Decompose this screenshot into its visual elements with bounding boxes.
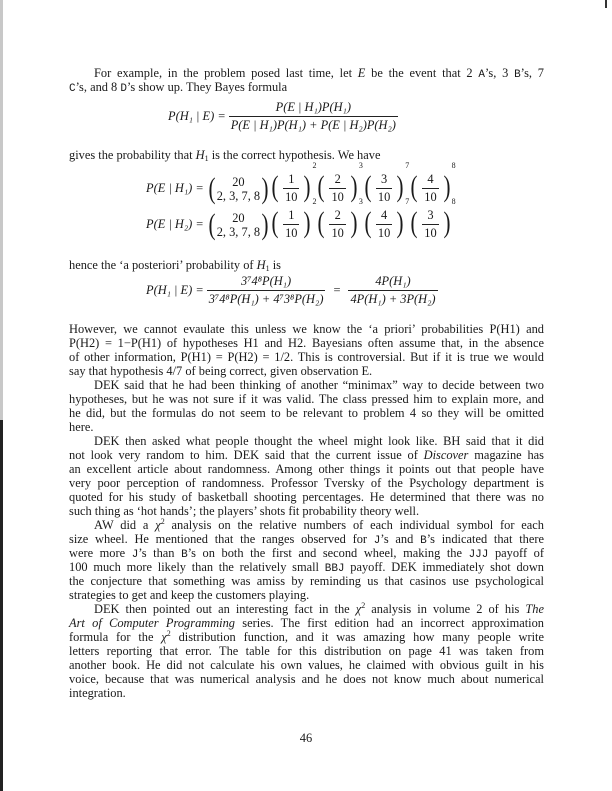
text: ’s than [138, 546, 182, 560]
paragraph-6-line-2 [69, 448, 544, 462]
text: DEK then pointed out an interesting fact in the [94, 602, 356, 616]
text: not look very random to him. DEK said that the current issue of [69, 448, 424, 462]
paragraph-2 [69, 148, 544, 162]
paragraph-8-line-1 [69, 602, 544, 616]
binom-bottom: 2, 3, 7, 8 [216, 224, 261, 239]
paragraph-8-line-3 [69, 630, 544, 644]
symbol-B: B [181, 549, 188, 561]
denominator: 10 [331, 190, 344, 204]
paragraph-1-line-2 [69, 80, 544, 96]
multinomial-coefficient [217, 211, 260, 239]
text: 100 much more likely than the relatively small [69, 560, 325, 574]
paragraph-4-line-4: say that hypothesis 4/7 of being correct, given observation E. [69, 364, 373, 378]
paragraph-3 [69, 258, 544, 272]
math-chi: χ [155, 518, 161, 532]
denominator: P(E | H₁)P(H₁) + P(E | H₂)P(H₂) [230, 118, 396, 132]
math-H: H [195, 148, 205, 162]
paragraph-6-line-6: such thing as ‘hot hands’; the players’ shots fit probability theory well. [69, 504, 420, 518]
denominator: 10 [377, 226, 391, 240]
factor: ( $\frac{4}{10}$ ) $^7$ [364, 197, 410, 240]
text: payoff of [488, 546, 544, 560]
right-paren: ) [261, 207, 269, 241]
symbol-JJJ: JJJ [468, 549, 489, 561]
paragraph-8-line-7: integration. [69, 686, 126, 700]
math-H: H [256, 258, 266, 272]
paragraph-6-line-1: DEK then asked what people thought the wheel might look like. BH said that it did [94, 434, 544, 448]
factor: ( $\frac{3}{10}$ ) $^8$ [410, 197, 456, 240]
symbol-J: J [131, 549, 139, 561]
numerator: 4P(H₁) [375, 274, 411, 288]
superscript: 2 [361, 601, 366, 610]
symbol-A: A [478, 69, 485, 81]
text: AW did a [94, 518, 156, 532]
numerator: 3⁷4⁸P(H₁) [241, 274, 292, 288]
symbol-C: C [69, 83, 76, 95]
right-paren: ) [261, 171, 269, 205]
binom-top: 20 [232, 174, 245, 189]
text: is [269, 258, 281, 272]
text: size wheel. He mentioned that the ranges observed for [69, 532, 374, 546]
text: analysis on the relative numbers of each individual symbol for each [164, 518, 544, 532]
text: ’s and [380, 532, 421, 546]
book-title: The [525, 602, 544, 616]
text: payoff. DEK immediately shot down [344, 560, 544, 574]
fraction-2 [348, 274, 437, 307]
text: were more [69, 546, 132, 560]
factor: ( $\frac{2}{10}$ ) $^3$ [317, 197, 363, 240]
text: ’s, and 8 [75, 80, 121, 94]
math-chi: χ [161, 630, 167, 644]
text: ’s, 7 [520, 66, 544, 80]
paragraph-7-line-5: the conjecture that something was amiss by reminding us that casinos use psychological [69, 574, 544, 588]
formula-lhs: P(H₁ | E) = [146, 283, 204, 297]
book-title: Art of Computer Programming [69, 616, 235, 630]
text: For example, in the problem posed last time, let [94, 66, 358, 80]
paragraph-4-line-2: P(H2) = 1−P(H1) of hypotheses H1 and H2. Bayesians often assume that, in the absence [69, 336, 544, 350]
numerator: 1 [288, 208, 295, 222]
symbol-B: B [420, 535, 427, 547]
math-E: E [357, 66, 366, 80]
text: series. The first edition had an incorrect approximation [235, 616, 544, 630]
factor: ( $\frac{1}{10}$ ) $^2$ [271, 161, 317, 204]
paragraph-6-line-5: quoted for his study of basketball shooting percentages. He determined that there was no [69, 490, 544, 504]
numerator: 2 [334, 208, 341, 222]
paragraph-5-line-4: here. [69, 420, 94, 434]
binom-top: 20 [232, 210, 245, 225]
paragraph-8-line-2 [69, 616, 544, 630]
symbol-J: J [373, 535, 381, 547]
multinomial-coefficient [217, 175, 260, 203]
fraction [229, 100, 398, 133]
subscript: 1 [265, 264, 270, 273]
paragraph-6-line-4: very poor perception of randomness. Professor Tversky of the Psychology department is [69, 476, 544, 490]
formula-lhs: P(E | H₁) = [146, 181, 204, 195]
factor: ( $\frac{1}{10}$ ) $^2$ [271, 197, 317, 240]
text: distribution function, and it was amazing how many people write [170, 630, 544, 644]
paragraph-6-line-3: an excellent article about randomness. Among other things it points out that people have [69, 462, 544, 476]
text: gives the probability that [69, 148, 196, 162]
denominator: 3⁷4⁸P(H₁) + 4⁷3⁸P(H₂) [208, 292, 324, 306]
likelihood-h2-formula [146, 197, 456, 241]
bayes-formula [168, 100, 401, 133]
numerator: 2 [334, 172, 341, 186]
paragraph-8-line-6: voice, because that was numerical analysis and he does not know much about numerical [69, 672, 544, 686]
left-paren: ( [208, 171, 216, 205]
left-paren: ( [208, 207, 216, 241]
factor: ( $\frac{2}{10}$ ) $^3$ [317, 161, 363, 204]
text: hence the ‘a posteriori’ probability of [69, 258, 257, 272]
magazine-title: Discover [423, 448, 469, 462]
denominator: 10 [331, 226, 344, 240]
formula-lhs: P(E | H₂) = [146, 217, 204, 231]
superscript: 2 [166, 629, 171, 638]
paragraph-7-line-1 [69, 518, 544, 532]
paragraph-8-line-5: another book. He did not calculate his own values, he claimed with obvious guilt in his [69, 658, 544, 672]
paragraph-4-line-3: of other information, P(H1) = P(H2) = 1/2. This is controversial. But if it is true we would [69, 350, 544, 364]
symbol-B: B [514, 69, 521, 81]
text: magazine has [468, 448, 544, 462]
binom-bottom: 2, 3, 7, 8 [216, 188, 261, 203]
text: is the correct hypothesis. We have [208, 148, 381, 162]
paragraph-5-line-1: DEK said that he had been thinking of another “minimax” way to decide between two [94, 378, 544, 392]
factor: ( $\frac{3}{10}$ ) $^7$ [364, 161, 410, 204]
factor: ( $\frac{4}{10}$ ) $^8$ [410, 161, 456, 204]
text: ’s show up. They Bayes formula [126, 80, 288, 94]
denominator: 10 [285, 226, 298, 240]
paragraph-5-line-3: he did, but the formulas do not seem to be relevant to problem 4 so they will be omitted [69, 406, 544, 420]
formula-lhs: P(H₁ | E) = [168, 109, 226, 123]
paragraph-5-line-2: hypotheses, but he was not sure if it was valid. The class pressed him to explain more, and [69, 392, 544, 406]
denominator: 10 [424, 190, 437, 204]
paragraph-8-line-4: letters reporting that error. The table for this distribution on page 41 was taken from [69, 644, 544, 658]
posterior-formula [146, 274, 441, 307]
denominator: 10 [424, 226, 437, 240]
paragraph-7-line-6: strategies to get and keep the customers playing. [69, 588, 310, 602]
subscript: 1 [204, 154, 209, 163]
superscript: 2 [160, 517, 165, 526]
numerator: 1 [288, 172, 295, 186]
likelihood-h1-formula [146, 161, 456, 205]
denominator: 10 [285, 190, 298, 204]
numerator: 4 [427, 172, 434, 186]
text: formula for the [69, 630, 162, 644]
text: ’s on both the first and second wheel, making the [187, 546, 469, 560]
symbol-D: D [120, 83, 127, 95]
symbol-BBJ: BBJ [324, 563, 345, 575]
denominator: 10 [377, 190, 391, 204]
numerator: P(E | H₁)P(H₁) [275, 100, 351, 114]
equals-sign: = [333, 283, 341, 297]
numerator: 4 [380, 208, 388, 222]
fraction-1 [207, 274, 326, 307]
numerator: 3 [427, 208, 434, 222]
text: be the event that 2 [365, 66, 479, 80]
denominator: 4P(H₁) + 3P(H₂) [350, 292, 436, 306]
scan-corner-mark [605, 0, 607, 8]
math-chi: χ [355, 602, 362, 616]
text: analysis in volume 2 of his [365, 602, 526, 616]
page-number: 46 [299, 731, 313, 745]
numerator: 3 [380, 172, 388, 186]
text: ’s, 3 [484, 66, 515, 80]
text: ’s indicated that there [426, 532, 545, 546]
paragraph-4-line-1: However, we cannot evaulate this unless we know the ‘a priori’ probabilities P(H1) and [69, 322, 544, 336]
